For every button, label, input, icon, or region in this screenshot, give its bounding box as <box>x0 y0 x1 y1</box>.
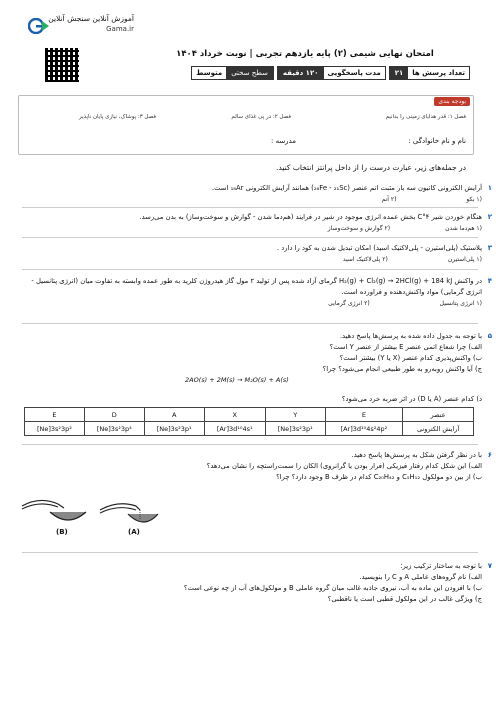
question-3: ۳ پلاستیک (پلی‌استیرن - پلی‌لاکتیک اسید) امکان تبدیل شدن به کود را دارد . (۱ پلی‌استیرن (۲ پلی‌لاکتیک اسید <box>27 243 482 265</box>
question-text: آرایش الکترونی کاتیون سه بار مثبت اتم عنصر (₂₆Fe - ₂₁Sc) همانند آرایش الکترونی ₁₈Ar است. <box>211 184 482 192</box>
divider <box>22 237 478 238</box>
divider <box>22 323 478 324</box>
label-b: (B) <box>56 528 68 536</box>
divider <box>22 552 478 553</box>
exam-info <box>191 66 470 80</box>
header-cell: D <box>84 408 144 422</box>
question-text: با در نظر گرفتن شکل به پرسش‌ها پاسخ دهید. <box>351 451 482 459</box>
school-label: مدرسه : <box>270 137 296 145</box>
student-name-label: نام و نام خانوادگی : <box>408 137 466 145</box>
option-2[interactable]: (۲ پلی‌لاکتیک اسید <box>342 256 388 263</box>
instruction: در جمله‌های زیر، عبارت درست را از داخل پرانتز انتخاب کنید. <box>276 163 466 172</box>
sub-a: الف) نام گروه‌های عاملی A و C را بنویسید. <box>359 573 482 581</box>
header-cell: E <box>25 408 85 422</box>
header-cell: عنصر <box>403 408 474 422</box>
option-1[interactable]: (۱ پلی‌استیرن <box>447 256 482 263</box>
option-1[interactable]: (۱ هم‌دما شدن <box>445 225 482 232</box>
divider <box>22 207 478 208</box>
option-2[interactable]: (۲ گوارش و سوخت‌وساز <box>327 225 391 232</box>
brand <box>34 14 134 34</box>
cell: [Ar]3d¹⁰4s²4p² <box>325 422 402 436</box>
cell: آرایش الکترونی <box>403 422 474 436</box>
question-1: ۱ آرایش الکترونی کاتیون سه بار مثبت اتم عنصر (₂₆Fe - ₂₁Sc) همانند آرایش الکترونی ₁₈Ar است. (۱ بکو (۲ آنم <box>27 183 482 205</box>
cell: [Ne]3s²3p¹ <box>144 422 204 436</box>
sub-a: الف) این شکل کدام رفتار فیزیکی (فرار بودن یا گرانروی) الکان را سمت‌راستچه را نشان می‌دهد؟ <box>206 462 482 470</box>
header-cell: Y <box>265 408 325 422</box>
question-text: با توجه به جدول داده شده به پرسش‌ها پاسخ دهید. <box>339 332 482 340</box>
info-duration: مدت پاسخگویی ۱۲۰ دقیقه <box>277 66 386 80</box>
topic-2: فصل ۲: در پی غذای سالم <box>231 114 291 120</box>
sub-b: ب) با افزودن این ماده به آب، نیروی جاذبه غالب میان گروه عاملی B و مولکول‌های آب از چه نوعی است؟ <box>183 584 482 592</box>
option-1[interactable]: (۱ انرژی پتانسیل <box>439 300 482 307</box>
brand-name: آموزش آنلاین سنجش آنلاین <box>48 14 134 23</box>
cell: [Ne]3s²3p¹ <box>265 422 325 436</box>
elements-table <box>24 407 474 436</box>
question-text: هنگام خوردن شیر ۴°C بخش عمده انرژی موجود در شیر در فرایند (هم‌دما شدن - گوارش و سوخت‌وساز) به بدن می‌رسد. <box>139 213 482 221</box>
question-6: ۶ با در نظر گرفتن شکل به پرسش‌ها پاسخ دهید. الف) این شکل کدام رفتار فیزیکی (فرار بودن یا گرانروی) الکان را سمت‌راستچه را نشان می‌دهد؟ ب) از بین دو مولکول C₅H₁₂ و C₂₀H₄₂ کدام در ظرف B وجود دارد؟ چرا؟ <box>27 450 482 483</box>
question-5-d <box>27 394 482 405</box>
topics-badge: بودجه بندی <box>434 97 470 106</box>
brand-site: Gama.ir <box>106 25 134 33</box>
topic-1: فصل ۱: قدر هدایای زمینی را بدانیم <box>385 114 466 120</box>
option-2[interactable]: (۲ آنم <box>381 196 397 203</box>
sub-c: ج) ویژگی غالب در این مولکول قطبی است یا ناقطبی؟ <box>327 595 482 603</box>
sub-c: ج) آیا واکنش روبه‌رو به طور طبیعی انجام می‌شود؟ چرا؟ <box>322 365 482 373</box>
table-header-row <box>25 408 474 422</box>
exam-title: امتحان نهایی شیمی (۲) پایه یازدهم تجربی | نوبت خرداد ۱۴۰۴ <box>176 49 434 59</box>
cell: [Ar]3d¹⁰4s¹ <box>204 422 265 436</box>
sub-a: الف) چرا شعاع اتمی عنصر E بیشتر از عنصر Y است؟ <box>329 343 482 351</box>
question-2: ۲ هنگام خوردن شیر ۴°C بخش عمده انرژی موجود در شیر در فرایند (هم‌دما شدن - گوارش و سوخت‌وساز) به بدن می‌رسد. (۱ هم‌دما شدن (۲ گوارش و سوخت‌وساز <box>27 212 482 234</box>
sub-d: د) کدام عنصر (A یا D) در اثر ضربه خرد می‌شود؟ <box>341 395 482 403</box>
sub-b: ب) واکنش‌پذیری کدام عنصر (X یا Y) بیشتر است؟ <box>339 354 482 362</box>
table <box>24 407 474 436</box>
question-text: با توجه به ساختار ترکیب زیر: <box>400 562 482 570</box>
question-7: ۷ با توجه به ساختار ترکیب زیر: الف) نام گروه‌های عاملی A و C را بنویسید. ب) با افزودن این ماده به آب، نیروی جاذبه غالب میان گروه عاملی B و مولکول‌های آب از چه نوعی است؟ ج) ویژگی غالب در این مولکول قطبی است یا ناقطبی؟ <box>27 561 482 605</box>
option-2[interactable]: (۲ انرژی گرمایی <box>328 300 370 307</box>
sub-b: ب) از بین دو مولکول C₅H₁₂ و C₂₀H₄₂ کدام در ظرف B وجود دارد؟ چرا؟ <box>276 473 482 481</box>
topics-box <box>18 95 474 155</box>
question-text: پلاستیک (پلی‌استیرن - پلی‌لاکتیک اسید) امکان تبدیل شدن به کود را دارد . <box>276 244 482 252</box>
info-count: تعداد پرسش ها ۲۱ <box>389 66 470 80</box>
question-5: ۵ با توجه به جدول داده شده به پرسش‌ها پاسخ دهید. الف) چرا شعاع اتمی عنصر E بیشتر از عنصر Y است؟ ب) واکنش‌پذیری کدام عنصر (X یا Y) بیشتر است؟ ج) آیا واکنش روبه‌رو به طور طبیعی انجام می‌شود؟ چرا؟ <box>27 331 482 375</box>
cell: [Ne]3s²3p² <box>25 422 85 436</box>
question-text: در واکنش H₂(g) + Cl₂(g) → 2HCl(g) + 184 kJ گرمای آزاد شده پس از تولید ۲ مول گاز هیدروژن کلرید به طور عمده وابسته به تفاوت میان (انرژی پتانسیل - انرژی گرمایی) مواد واکنش‌دهنده و فراورده است. <box>31 277 482 296</box>
divider <box>22 444 478 445</box>
header-cell: A <box>144 408 204 422</box>
question-4: ۴ در واکنش H₂(g) + Cl₂(g) → 2HCl(g) + 184 kJ گرمای آزاد شده پس از تولید ۲ مول گاز هیدروژن کلرید به طور عمده وابسته به تفاوت میان (انرژی پتانسیل - انرژی گرمایی) مواد واکنش‌دهنده و فراورده است. (۱ انرژی پتانسیل (۲ انرژی گرمایی <box>27 276 482 309</box>
option-1[interactable]: (۱ بکو <box>466 196 482 203</box>
cell: [Ne]3s²3p⁴ <box>84 422 144 436</box>
divider <box>22 269 478 270</box>
header-cell: X <box>204 408 265 422</box>
topic-3: فصل ۳: پوشاک، نیازی پایان ناپذیر <box>79 114 156 120</box>
qr-code <box>45 48 79 82</box>
table-row <box>25 422 474 436</box>
q5-reaction: 2AO(s) + 2M(s) → M₂O(s) + A(s) <box>185 376 289 384</box>
header-cell: E <box>325 408 402 422</box>
label-a: (A) <box>128 528 140 536</box>
info-difficulty: سطح سختی متوسط <box>191 66 274 80</box>
